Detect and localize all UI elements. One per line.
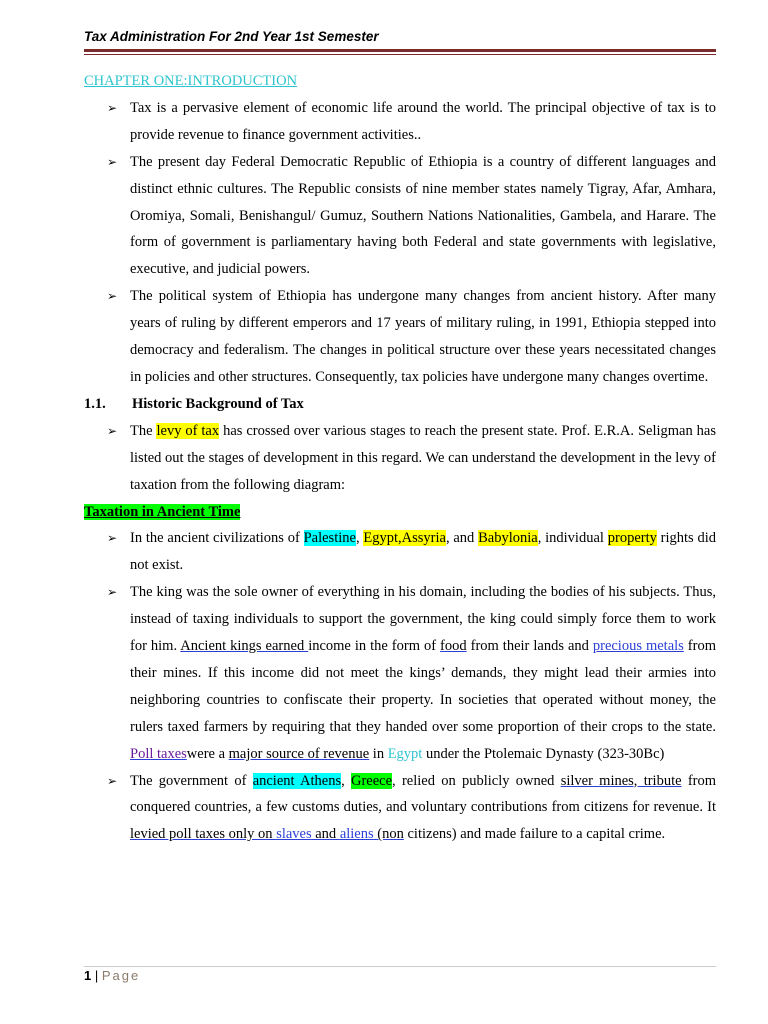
- text-run: from conquered countries, a few customs duties, and voluntary contributions from citizens for revenue. It: [130, 772, 716, 816]
- arrow-bullet-icon: ➢: [107, 585, 118, 600]
- section-title: Historic Background of Tax: [132, 395, 304, 412]
- header-rule-thick: [84, 49, 716, 52]
- arrow-bullet-icon: ➢: [107, 773, 118, 788]
- text-run: income in the form of: [308, 638, 441, 655]
- text-run: ,: [341, 772, 351, 789]
- document-body: [84, 68, 716, 848]
- bullet-item: [84, 768, 716, 849]
- text-run: and: [311, 826, 340, 843]
- highlight-palestine: Palestine: [303, 530, 356, 547]
- link-precious-metals[interactable]: precious metals: [592, 638, 684, 655]
- header-rule-thin: [84, 54, 716, 55]
- arrow-bullet-icon: ➢: [107, 289, 118, 304]
- text-run: , relied on publicly owned: [392, 772, 561, 789]
- page-footer: [84, 968, 140, 983]
- link-aliens[interactable]: aliens: [339, 826, 374, 843]
- text-run: , and: [445, 530, 479, 547]
- highlight-ancient-athens: ancient Athens: [252, 772, 342, 789]
- chapter-title: CHAPTER ONE:INTRODUCTION: [84, 73, 298, 89]
- underlined-silver-mines: silver mines, tribute: [560, 772, 682, 789]
- highlight-egypt-assyria: Egypt,Assyria: [363, 530, 446, 547]
- arrow-bullet-icon: ➢: [107, 531, 118, 546]
- highlight-levy-of-tax: levy of tax: [156, 422, 220, 439]
- underlined-food: food: [440, 638, 467, 655]
- underlined-levied-poll-taxes: levied poll taxes only on: [130, 826, 277, 843]
- section-number: 1.1.: [84, 395, 106, 412]
- text-run: The: [130, 422, 157, 439]
- text-run: rights did not exist.: [130, 530, 717, 574]
- arrow-bullet-icon: ➢: [107, 154, 118, 169]
- text-run: The king was the sole owner of everything in his domain, including the bodies of his subjects. Thus, instead of taxing individuals to support the government, the king could simply force them to work for him.: [130, 584, 716, 655]
- text-run: ,: [355, 530, 364, 547]
- text-run: in: [369, 745, 388, 762]
- page-number: 1: [84, 968, 92, 983]
- highlight-babylonia: Babylonia: [478, 530, 538, 547]
- subheading: [84, 499, 716, 526]
- link-poll-taxes[interactable]: Poll taxes: [130, 745, 187, 762]
- egypt-text: Egypt: [387, 745, 423, 762]
- text-run: from their mines. If this income did not meet the kings’ demands, they might lead their armies into neighboring countries to confiscate their property. In societies that operated without money, the rulers taxed farmers by requiring that they handed over some proportion of their crops to the state.: [130, 638, 716, 735]
- page-label: Page: [101, 968, 141, 983]
- text-run: under the Ptolemaic Dynasty (323-30Bc): [422, 745, 665, 762]
- highlight-greece: Greece: [351, 772, 393, 789]
- text-run: In the ancient civilizations of: [130, 530, 304, 547]
- underlined-ancient-kings: Ancient kings earned: [180, 638, 309, 655]
- highlight-property: property: [607, 530, 657, 547]
- bullet-item: [84, 95, 716, 149]
- link-slaves[interactable]: slaves: [276, 826, 312, 843]
- text-run: (non: [373, 826, 404, 843]
- subheading-ancient-time: Taxation in Ancient Time: [84, 503, 241, 520]
- arrow-bullet-icon: ➢: [107, 423, 118, 438]
- underlined-major-source: major source of revenue: [228, 745, 370, 762]
- bullet-text: The present day Federal Democratic Republic of Ethiopia is a country of different languages and distinct ethnic cultures. The Republic consists of nine member states namely Tigray, Afar, Amhara, Oromiya, Somali, Benishangul/ Gumuz, Southern Nations Nationalities, Gambela, and Harare. The form of government is parliamentary having both Federal and state governments with legislative, executive, and judicial powers.: [130, 153, 716, 278]
- section-heading: [84, 391, 716, 418]
- bullet-item: [84, 579, 716, 767]
- bullet-text: Tax is a pervasive element of economic life around the world. The principal objective of tax is to provide revenue to finance government activities..: [130, 99, 716, 143]
- text-run: The government of: [130, 772, 253, 789]
- bullet-item: [84, 418, 716, 499]
- bullet-item: [84, 149, 716, 284]
- text-run: citizens) and made failure to a capital crime.: [403, 826, 666, 843]
- footer-rule: [84, 966, 716, 967]
- bullet-text: The political system of Ethiopia has undergone many changes from ancient history. After many years of ruling by different emperors and 17 years of military ruling, in 1991, Ethiopia stepped into democracy and federalism. The changes in political structure over these years necessitated changes in policies and other structures. Consequently, tax policies have undergone many changes overtime.: [130, 288, 716, 385]
- text-run: has crossed over various stages to reach the present state. Prof. E.R.A. Seligman has listed out the stages of development in this regard. We can understand the development in the levy of taxation from the following diagram:: [130, 422, 716, 493]
- bullet-item: [84, 283, 716, 391]
- text-run: , individual: [537, 530, 608, 547]
- page-header-title: Tax Administration For 2nd Year 1st Semester: [84, 29, 379, 44]
- footer-separator: |: [91, 968, 102, 983]
- text-run: from their lands and: [466, 638, 593, 655]
- text-run: were a: [186, 745, 229, 762]
- bullet-item: [84, 525, 716, 579]
- arrow-bullet-icon: ➢: [107, 100, 118, 115]
